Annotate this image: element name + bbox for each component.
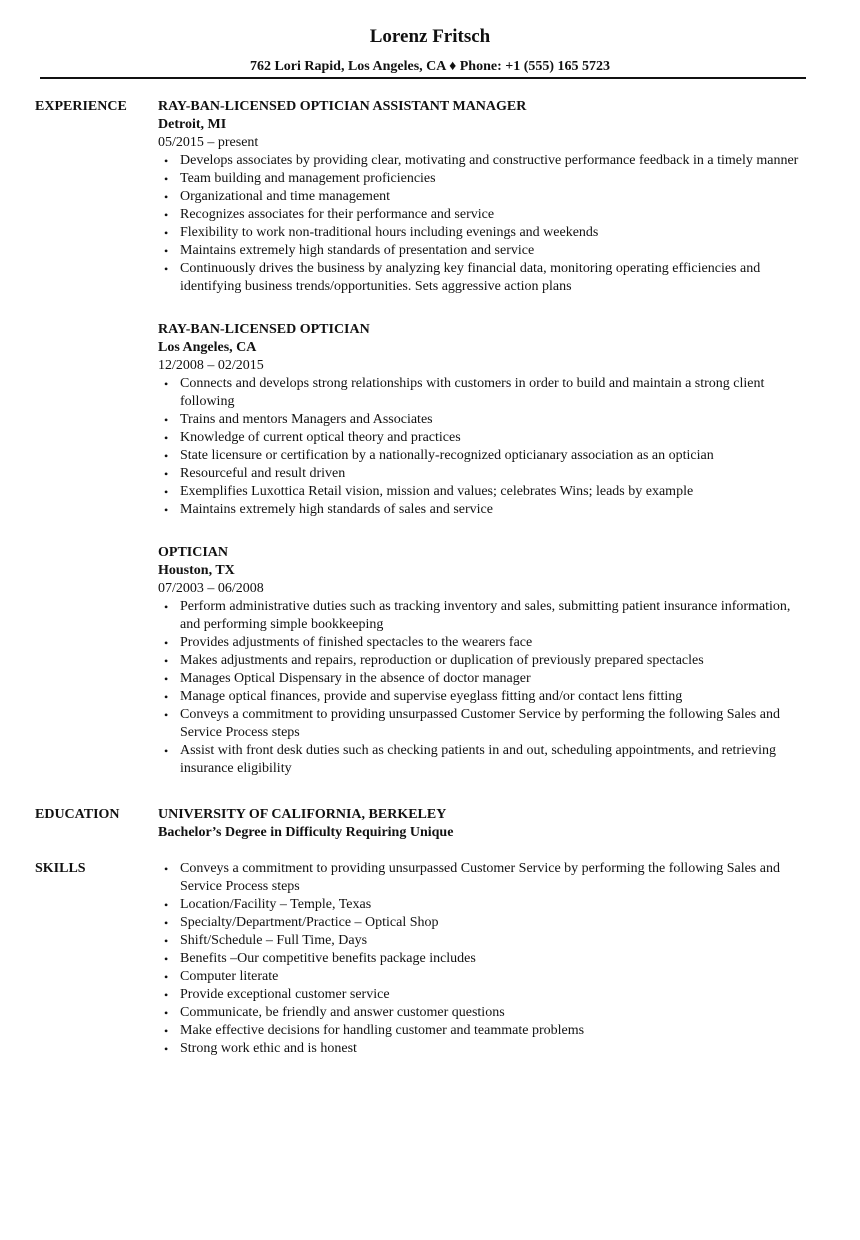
job-entry bbox=[158, 544, 813, 778]
skill-item: • Specialty/Department/Practice – Optical Shop bbox=[158, 914, 813, 932]
skill-item: • Computer literate bbox=[158, 968, 813, 986]
section-label: EXPERIENCE bbox=[35, 99, 127, 114]
skill-item: • Location/Facility – Temple, Texas bbox=[158, 896, 813, 914]
bullet-item: • Trains and mentors Managers and Associates bbox=[158, 411, 813, 429]
bullet-item: • Manages Optical Dispensary in the absence of doctor manager bbox=[158, 670, 813, 688]
bullet-item: • Flexibility to work non-traditional hours including evenings and weekends bbox=[158, 224, 813, 242]
bullet-item: • Provides adjustments of finished spectacles to the wearers face bbox=[158, 634, 813, 652]
job-location: Los Angeles, CA bbox=[158, 340, 257, 355]
bullet-item: • Team building and management proficiencies bbox=[158, 170, 813, 188]
experience-section bbox=[0, 98, 860, 778]
bullet-item: • Organizational and time management bbox=[158, 188, 813, 206]
job-location: Houston, TX bbox=[158, 563, 235, 578]
job-bullets bbox=[158, 375, 813, 519]
skill-item: • Provide exceptional customer service bbox=[158, 986, 813, 1004]
bullet-item: • Manage optical finances, provide and supervise eyeglass fitting and/or contact lens fitting bbox=[158, 688, 813, 706]
bullet-item: • Connects and develops strong relationships with customers in order to build and maintain a strong client following bbox=[158, 375, 813, 411]
job-dates: 07/2003 – 06/2008 bbox=[158, 581, 264, 596]
skill-item: • Strong work ethic and is honest bbox=[158, 1040, 813, 1058]
skill-item: • Make effective decisions for handling customer and teammate problems bbox=[158, 1022, 813, 1040]
bullet-item: • Knowledge of current optical theory and practices bbox=[158, 429, 813, 447]
job-location: Detroit, MI bbox=[158, 117, 227, 132]
education-section bbox=[0, 806, 860, 842]
bullet-item: • State licensure or certification by a nationally-recognized opticianary association as an optician bbox=[158, 447, 813, 465]
job-dates: 05/2015 – present bbox=[158, 135, 259, 150]
bullet-item: • Develops associates by providing clear, motivating and constructive performance feedback in a timely manner bbox=[158, 152, 813, 170]
job-title: RAY-BAN-LICENSED OPTICIAN bbox=[158, 322, 370, 337]
bullet-item: • Perform administrative duties such as tracking inventory and sales, submitting patient insurance information, and performing simple bookkeeping bbox=[158, 598, 813, 634]
job-entry bbox=[158, 321, 813, 519]
bullet-item: • Resourceful and result driven bbox=[158, 465, 813, 483]
bullet-item: • Continuously drives the business by analyzing key financial data, monitoring operating efficiencies and identifying business trends/opportunities. Sets aggressive action plans bbox=[158, 260, 813, 296]
bullet-item: • Maintains extremely high standards of sales and service bbox=[158, 501, 813, 519]
skill-item: • Benefits –Our competitive benefits package includes bbox=[158, 950, 813, 968]
skills-section bbox=[0, 860, 860, 1058]
job-bullets bbox=[158, 598, 813, 778]
section-label: SKILLS bbox=[35, 861, 86, 876]
job-title: OPTICIAN bbox=[158, 545, 229, 560]
job-title: RAY-BAN-LICENSED OPTICIAN ASSISTANT MANAGER bbox=[158, 99, 527, 114]
contact-info: 762 Lori Rapid, Los Angeles, CA ♦ Phone: +1 (555) 165 5723 bbox=[249, 59, 611, 74]
job-bullets bbox=[158, 152, 813, 296]
bullet-item: • Makes adjustments and repairs, reproduction or duplication of previously prepared spectacles bbox=[158, 652, 813, 670]
candidate-name: Lorenz Fritsch bbox=[369, 26, 491, 47]
job-dates: 12/2008 – 02/2015 bbox=[158, 358, 264, 373]
skill-item: • Shift/Schedule – Full Time, Days bbox=[158, 932, 813, 950]
section-label: EDUCATION bbox=[35, 807, 120, 822]
bullet-item: • Conveys a commitment to providing unsurpassed Customer Service by performing the following Sales and Service Process steps bbox=[158, 706, 813, 742]
header-divider bbox=[40, 77, 806, 79]
bullet-item: • Maintains extremely high standards of presentation and service bbox=[158, 242, 813, 260]
school-name: UNIVERSITY OF CALIFORNIA, BERKELEY bbox=[158, 807, 447, 822]
skill-item: • Communicate, be friendly and answer customer questions bbox=[158, 1004, 813, 1022]
bullet-item: • Assist with front desk duties such as checking patients in and out, scheduling appointments, and retrieving insurance eligibility bbox=[158, 742, 813, 778]
skill-item: • Conveys a commitment to providing unsurpassed Customer Service by performing the following Sales and Service Process steps bbox=[158, 860, 813, 896]
job-entry bbox=[158, 98, 813, 296]
degree: Bachelor’s Degree in Difficulty Requiring Unique bbox=[158, 825, 454, 840]
bullet-item: • Exemplifies Luxottica Retail vision, mission and values; celebrates Wins; leads by example bbox=[158, 483, 813, 501]
bullet-item: • Recognizes associates for their performance and service bbox=[158, 206, 813, 224]
